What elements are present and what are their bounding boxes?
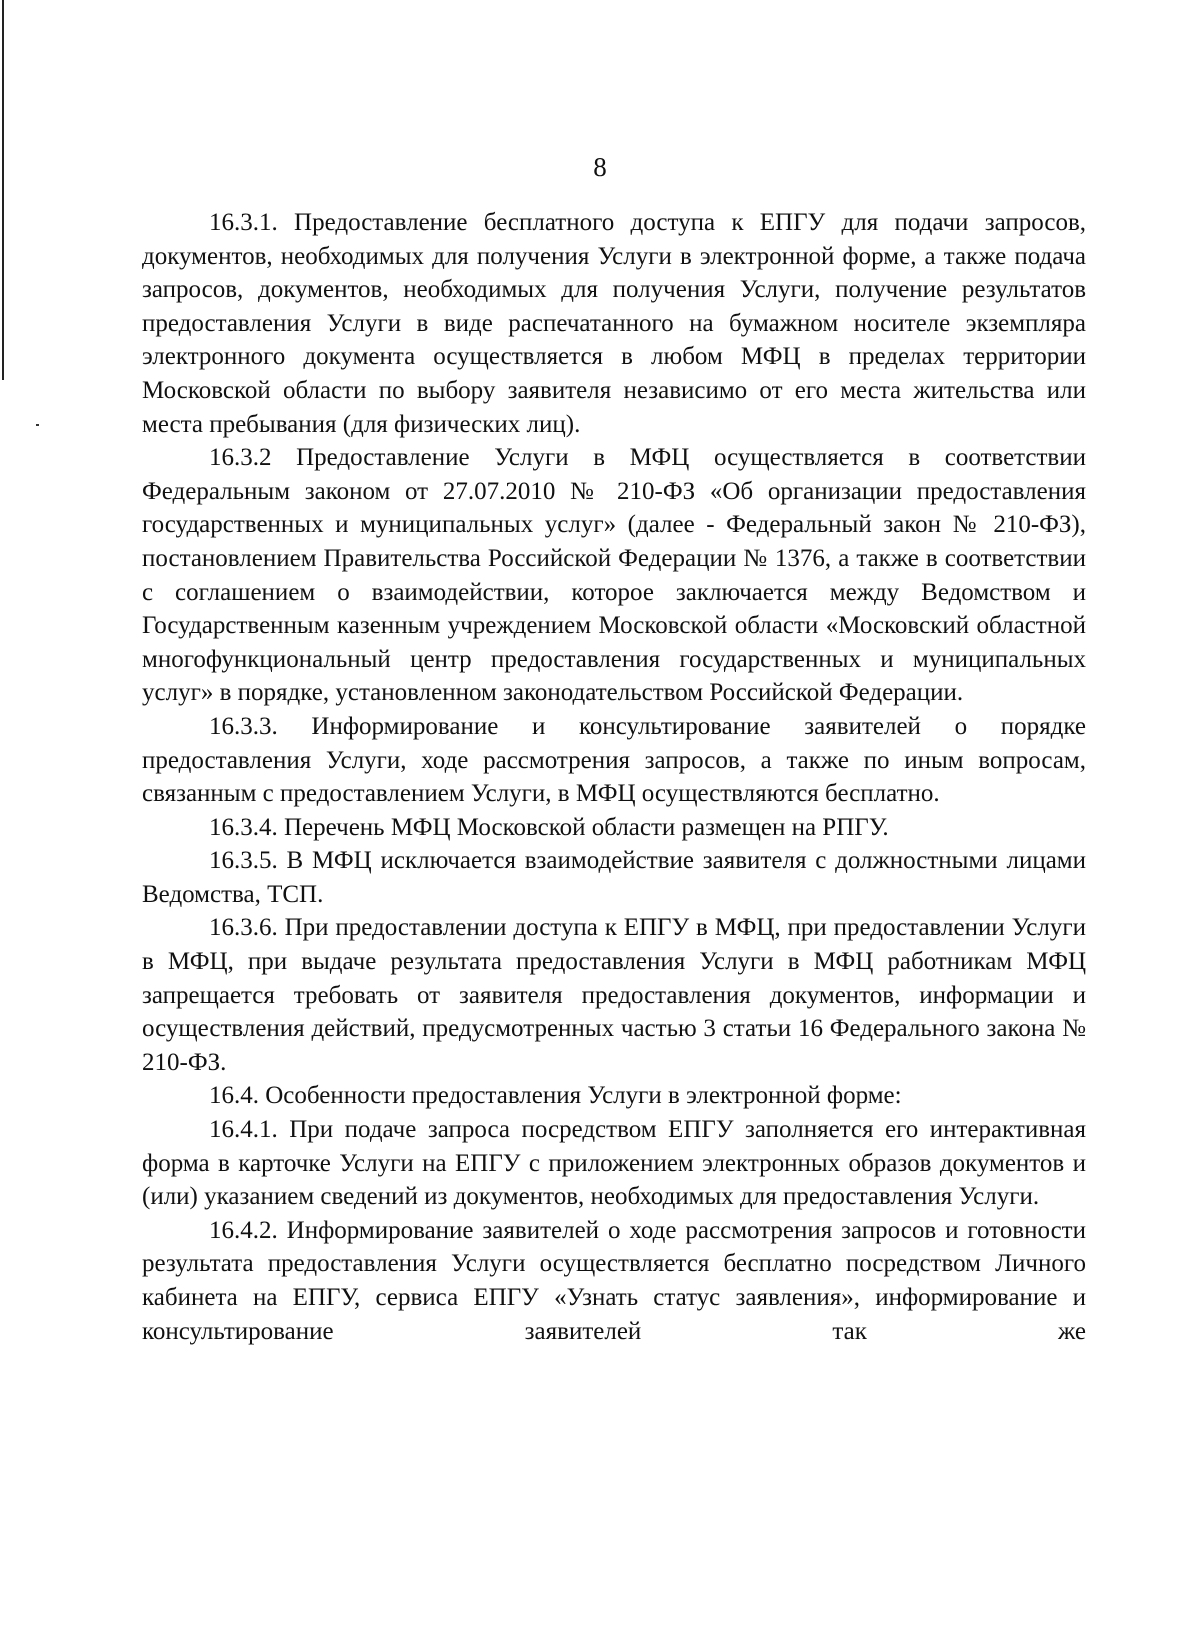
page-number: 8 — [593, 152, 607, 182]
scan-edge-line — [2, 0, 4, 380]
paragraph-16-3-3: 16.3.3. Информирование и консультирование заявителей о порядке предоставления Услуги, ходе рассмотрения запросов, а также по иным вопросам, связанным с предоставлением Услуги, в МФЦ осуществляются бесплатно. — [142, 712, 1086, 808]
paragraph-16-3-4: 16.3.4. Перечень МФЦ Московской области размещен на РПГУ. — [209, 813, 889, 841]
paragraph-16-3-1: 16.3.1. Предоставление бесплатного доступа к ЕПГУ для подачи запросов, документов, необходимых для получения Услуги в электронной форме, а также подача запросов, документов, необходимых для получения Услуги, получение результатов предоставления Услуги в виде распечатанного на бумажном носителе экземпляра электронного документа осуществляется в любом МФЦ в пределах территории Московской области по выбору заявителя независимо от его места жительства или места пребывания (для физических лиц). — [142, 209, 1086, 438]
scan-speck — [36, 424, 39, 426]
paragraph-16-3-2: 16.3.2 Предоставление Услуги в МФЦ осуществляется в соответствии Федеральным законом от 27.07.2010 № 210-ФЗ «Об организации предоставления государственных и муниципальных услуг» (далее - Федеральный закон № 210-ФЗ), постановлением Правительства Российской Федерации № 1376, а также в соответствии с соглашением о взаимодействии, которое заключается между Ведомством и Государственным казенным учреждением Московской области «Московский областной многофункциональный центр предоставления государственных и муниципальных услуг» в порядке, установленном законодательством Российской Федерации. — [142, 444, 1086, 707]
paragraph-16-4-2: 16.4.2. Информирование заявителей о ходе рассмотрения запросов и готовности результата предоставления Услуги осуществляется бесплатно посредством Личного кабинета на ЕПГУ, сервиса ЕПГУ «Узнать статус заявления», информирование и консультирование заявителей так же — [142, 1216, 1086, 1345]
document-body — [142, 206, 1086, 1348]
paragraph-16-4-1: 16.4.1. При подаче запроса посредством ЕПГУ заполняется его интерактивная форма в карточке Услуги на ЕПГУ с приложением электронных образов документов и (или) указанием сведений из документов, необходимых для предоставления Услуги. — [142, 1116, 1086, 1211]
paragraph-16-3-6: 16.3.6. При предоставлении доступа к ЕПГУ в МФЦ, при предоставлении Услуги в МФЦ, при выдаче результата предоставления Услуги в МФЦ работникам МФЦ запрещается требовать от заявителя предоставления документов, информации и осуществления действий, предусмотренных частью 3 статьи 16 Федерального закона № 210-ФЗ. — [142, 914, 1086, 1076]
paragraph-16-3-5: 16.3.5. В МФЦ исключается взаимодействие заявителя с должностными лицами Ведомства, ТСП. — [142, 847, 1086, 908]
paragraph-16-4: 16.4. Особенности предоставления Услуги в электронной форме: — [209, 1082, 902, 1110]
